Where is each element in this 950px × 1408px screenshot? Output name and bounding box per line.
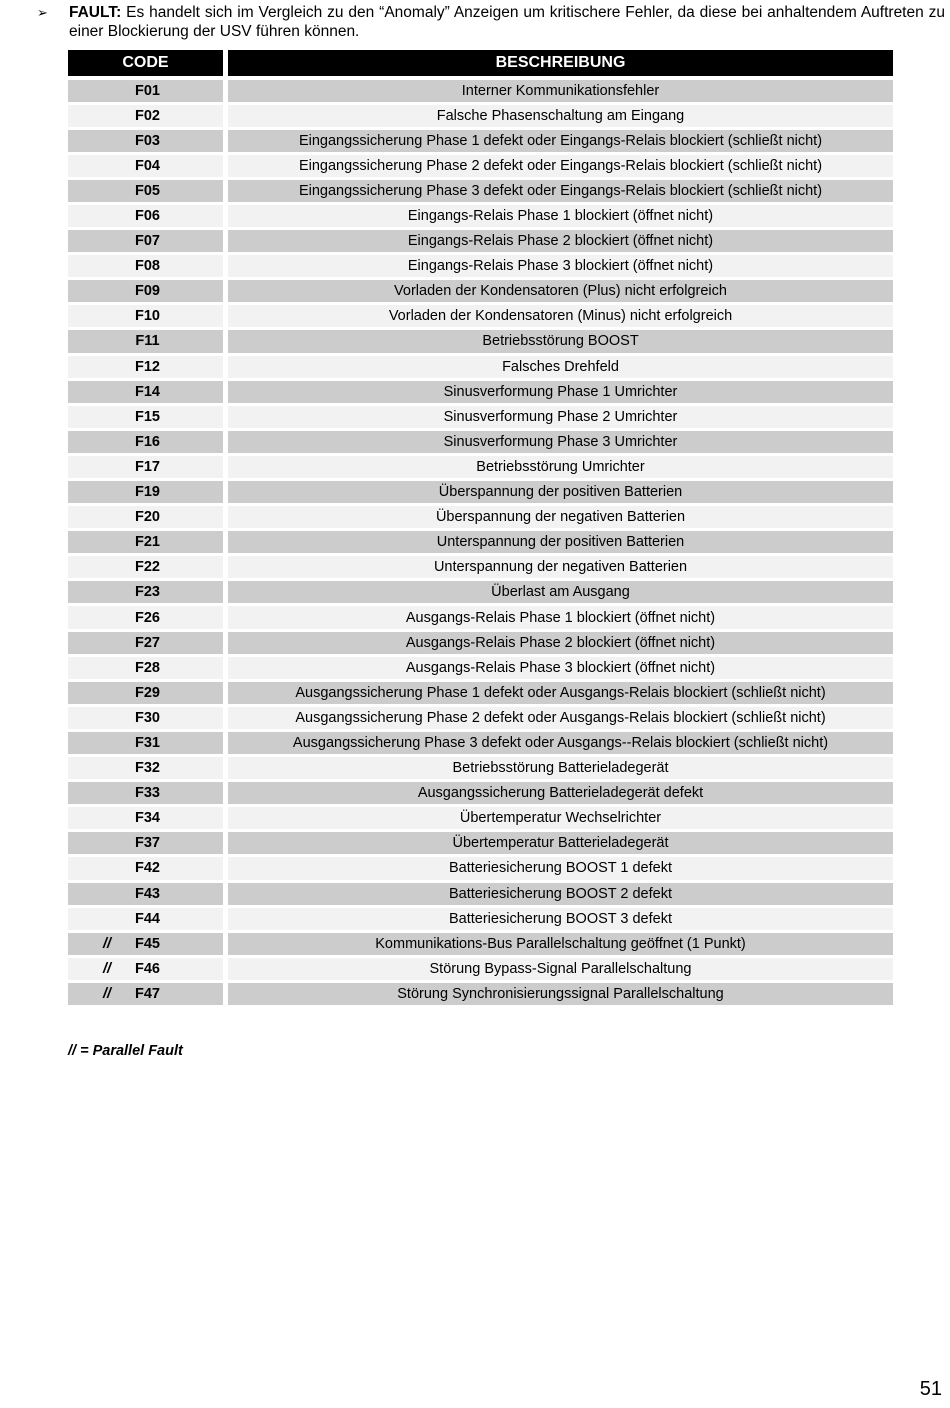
header-code: CODE bbox=[68, 50, 223, 76]
fault-code-cell bbox=[68, 531, 223, 553]
fault-description-cell: Betriebsstörung Batterieladegerät bbox=[228, 757, 893, 779]
table-row bbox=[68, 806, 893, 831]
table-row bbox=[68, 329, 893, 354]
table-row bbox=[68, 680, 893, 705]
fault-description-cell: Sinusverformung Phase 3 Umrichter bbox=[228, 431, 893, 453]
table-row bbox=[68, 906, 893, 931]
fault-code: F37 bbox=[135, 835, 160, 852]
parallel-marker: // bbox=[103, 935, 112, 952]
fault-description-cell: Überspannung der positiven Batterien bbox=[228, 481, 893, 503]
fault-code-cell bbox=[68, 958, 223, 980]
table-row bbox=[68, 354, 893, 379]
fault-code: F44 bbox=[135, 910, 160, 927]
table-row bbox=[68, 881, 893, 906]
table-row bbox=[68, 856, 893, 881]
fault-code-cell bbox=[68, 832, 223, 854]
fault-code: F30 bbox=[135, 709, 160, 726]
fault-code-cell bbox=[68, 581, 223, 603]
fault-description-cell: Ausgangs-Relais Phase 1 blockiert (öffnet nicht) bbox=[228, 606, 893, 628]
table-row bbox=[68, 530, 893, 555]
fault-code-cell bbox=[68, 933, 223, 955]
fault-description: Es handelt sich im Vergleich zu den “Anomaly” Anzeigen um kritischere Fehler, da diese bei anhaltendem Auftreten zu einer Blockierung der USV führen können. bbox=[69, 4, 945, 40]
fault-code: F09 bbox=[135, 283, 160, 300]
header-description: BESCHREIBUNG bbox=[228, 50, 893, 76]
table-row bbox=[68, 404, 893, 429]
fault-code-cell bbox=[68, 682, 223, 704]
table-row bbox=[68, 229, 893, 254]
fault-code-cell bbox=[68, 381, 223, 403]
fault-code-cell bbox=[68, 105, 223, 127]
fault-code: F08 bbox=[135, 258, 160, 275]
fault-code-cell bbox=[68, 632, 223, 654]
fault-code-cell bbox=[68, 556, 223, 578]
fault-code-cell bbox=[68, 857, 223, 879]
fault-code: F29 bbox=[135, 684, 160, 701]
fault-code: F23 bbox=[135, 584, 160, 601]
fault-code: F07 bbox=[135, 233, 160, 250]
table-body bbox=[68, 78, 893, 1006]
fault-code-cell bbox=[68, 230, 223, 252]
fault-code-cell bbox=[68, 80, 223, 102]
fault-description-cell: Vorladen der Kondensatoren (Minus) nicht erfolgreich bbox=[228, 305, 893, 327]
fault-code-cell bbox=[68, 807, 223, 829]
fault-code: F45 bbox=[135, 935, 160, 952]
fault-code: F34 bbox=[135, 810, 160, 827]
table-row bbox=[68, 454, 893, 479]
fault-description-cell: Eingangs-Relais Phase 2 blockiert (öffnet nicht) bbox=[228, 230, 893, 252]
fault-code-cell bbox=[68, 431, 223, 453]
table-row bbox=[68, 931, 893, 956]
fault-code: F31 bbox=[135, 734, 160, 751]
fault-code: F32 bbox=[135, 760, 160, 777]
fault-code: F03 bbox=[135, 132, 160, 149]
fault-code: F02 bbox=[135, 107, 160, 124]
fault-description-cell: Ausgangs-Relais Phase 2 blockiert (öffnet nicht) bbox=[228, 632, 893, 654]
fault-description-cell: Vorladen der Kondensatoren (Plus) nicht erfolgreich bbox=[228, 280, 893, 302]
fault-code-cell bbox=[68, 205, 223, 227]
fault-code: F20 bbox=[135, 509, 160, 526]
fault-code-cell bbox=[68, 255, 223, 277]
fault-code-cell bbox=[68, 456, 223, 478]
fault-lead: FAULT: bbox=[69, 4, 122, 21]
table-row bbox=[68, 956, 893, 981]
fault-code-cell bbox=[68, 782, 223, 804]
arrow-bullet-icon: ➢ bbox=[37, 5, 48, 20]
table-row bbox=[68, 655, 893, 680]
table-row bbox=[68, 480, 893, 505]
table-row bbox=[68, 580, 893, 605]
fault-code: F28 bbox=[135, 659, 160, 676]
fault-description-cell: Falsche Phasenschaltung am Eingang bbox=[228, 105, 893, 127]
fault-code: F27 bbox=[135, 634, 160, 651]
fault-description-cell: Störung Synchronisierungssignal Parallelschaltung bbox=[228, 983, 893, 1005]
fault-description-cell: Übertemperatur Batterieladegerät bbox=[228, 832, 893, 854]
fault-description-cell: Ausgangssicherung Batterieladegerät defekt bbox=[228, 782, 893, 804]
fault-description-cell: Ausgangssicherung Phase 3 defekt oder Ausgangs--Relais blockiert (schließt nicht) bbox=[228, 732, 893, 754]
table-row bbox=[68, 505, 893, 530]
fault-code-cell bbox=[68, 406, 223, 428]
table-row bbox=[68, 555, 893, 580]
fault-code: F14 bbox=[135, 383, 160, 400]
fault-code: F01 bbox=[135, 82, 160, 99]
table-row bbox=[68, 178, 893, 203]
fault-description-cell: Ausgangs-Relais Phase 3 blockiert (öffnet nicht) bbox=[228, 657, 893, 679]
fault-code: F46 bbox=[135, 960, 160, 977]
fault-code: F33 bbox=[135, 785, 160, 802]
fault-description-cell: Betriebsstörung BOOST bbox=[228, 330, 893, 352]
fault-description-cell: Eingangs-Relais Phase 1 blockiert (öffnet nicht) bbox=[228, 205, 893, 227]
fault-description-cell: Eingangssicherung Phase 2 defekt oder Eingangs-Relais blockiert (schließt nicht) bbox=[228, 155, 893, 177]
fault-code: F06 bbox=[135, 208, 160, 225]
table-row bbox=[68, 630, 893, 655]
fault-code-cell bbox=[68, 883, 223, 905]
parallel-marker: // bbox=[103, 985, 112, 1002]
fault-code: F17 bbox=[135, 458, 160, 475]
intro-text bbox=[69, 3, 945, 41]
fault-description-cell: Interner Kommunikationsfehler bbox=[228, 80, 893, 102]
table-row bbox=[68, 379, 893, 404]
fault-code-cell bbox=[68, 707, 223, 729]
fault-code-cell bbox=[68, 330, 223, 352]
table-row bbox=[68, 279, 893, 304]
table-row bbox=[68, 705, 893, 730]
fault-code: F04 bbox=[135, 157, 160, 174]
table-row bbox=[68, 103, 893, 128]
fault-code: F12 bbox=[135, 358, 160, 375]
table-row bbox=[68, 254, 893, 279]
table-row bbox=[68, 730, 893, 755]
fault-code: F26 bbox=[135, 609, 160, 626]
page-number: 51 bbox=[919, 1378, 942, 1400]
fault-code-cell bbox=[68, 732, 223, 754]
table-row bbox=[68, 78, 893, 103]
fault-code-cell bbox=[68, 757, 223, 779]
fault-code-cell bbox=[68, 908, 223, 930]
fault-description-cell: Unterspannung der negativen Batterien bbox=[228, 556, 893, 578]
fault-description-cell: Sinusverformung Phase 2 Umrichter bbox=[228, 406, 893, 428]
fault-description-cell: Kommunikations-Bus Parallelschaltung geöffnet (1 Punkt) bbox=[228, 933, 893, 955]
parallel-fault-note: // = Parallel Fault bbox=[68, 1043, 183, 1059]
fault-code-cell bbox=[68, 305, 223, 327]
parallel-marker: // bbox=[103, 960, 112, 977]
fault-code: F21 bbox=[135, 534, 160, 551]
fault-description-cell: Batteriesicherung BOOST 1 defekt bbox=[228, 857, 893, 879]
table-row bbox=[68, 203, 893, 228]
table-row bbox=[68, 981, 893, 1006]
fault-description-cell: Batteriesicherung BOOST 3 defekt bbox=[228, 908, 893, 930]
fault-code: F42 bbox=[135, 860, 160, 877]
table-header-row bbox=[68, 50, 893, 76]
fault-code: F47 bbox=[135, 985, 160, 1002]
fault-code: F43 bbox=[135, 885, 160, 902]
table-row bbox=[68, 605, 893, 630]
fault-description-cell: Sinusverformung Phase 1 Umrichter bbox=[228, 381, 893, 403]
fault-description-cell: Eingangs-Relais Phase 3 blockiert (öffnet nicht) bbox=[228, 255, 893, 277]
fault-code: F22 bbox=[135, 559, 160, 576]
table-row bbox=[68, 304, 893, 329]
table-row bbox=[68, 831, 893, 856]
fault-description-cell: Ausgangssicherung Phase 2 defekt oder Ausgangs-Relais blockiert (schließt nicht) bbox=[228, 707, 893, 729]
fault-code-cell bbox=[68, 657, 223, 679]
fault-description-cell: Eingangssicherung Phase 1 defekt oder Eingangs-Relais blockiert (schließt nicht) bbox=[228, 130, 893, 152]
fault-code: F05 bbox=[135, 182, 160, 199]
fault-code: F15 bbox=[135, 408, 160, 425]
table-row bbox=[68, 429, 893, 454]
fault-description-cell: Unterspannung der positiven Batterien bbox=[228, 531, 893, 553]
intro-paragraph bbox=[37, 3, 945, 41]
fault-description-cell: Betriebsstörung Umrichter bbox=[228, 456, 893, 478]
fault-code-cell bbox=[68, 606, 223, 628]
fault-code-cell bbox=[68, 356, 223, 378]
fault-code: F10 bbox=[135, 308, 160, 325]
fault-description-cell: Ausgangssicherung Phase 1 defekt oder Ausgangs-Relais blockiert (schließt nicht) bbox=[228, 682, 893, 704]
fault-code-cell bbox=[68, 481, 223, 503]
fault-description-cell: Störung Bypass-Signal Parallelschaltung bbox=[228, 958, 893, 980]
fault-code-cell bbox=[68, 280, 223, 302]
fault-description-cell: Eingangssicherung Phase 3 defekt oder Eingangs-Relais blockiert (schließt nicht) bbox=[228, 180, 893, 202]
fault-code: F11 bbox=[135, 333, 160, 350]
fault-code: F19 bbox=[135, 484, 160, 501]
fault-code: F16 bbox=[135, 433, 160, 450]
fault-code-cell bbox=[68, 506, 223, 528]
fault-description-cell: Batteriesicherung BOOST 2 defekt bbox=[228, 883, 893, 905]
fault-description-cell: Überspannung der negativen Batterien bbox=[228, 506, 893, 528]
table-row bbox=[68, 756, 893, 781]
fault-code-table bbox=[68, 50, 893, 1006]
fault-code-cell bbox=[68, 130, 223, 152]
table-row bbox=[68, 781, 893, 806]
table-row bbox=[68, 128, 893, 153]
fault-description-cell: Falsches Drehfeld bbox=[228, 356, 893, 378]
fault-code-cell bbox=[68, 983, 223, 1005]
table-row bbox=[68, 153, 893, 178]
fault-description-cell: Überlast am Ausgang bbox=[228, 581, 893, 603]
fault-code-cell bbox=[68, 180, 223, 202]
fault-description-cell: Übertemperatur Wechselrichter bbox=[228, 807, 893, 829]
fault-code-cell bbox=[68, 155, 223, 177]
